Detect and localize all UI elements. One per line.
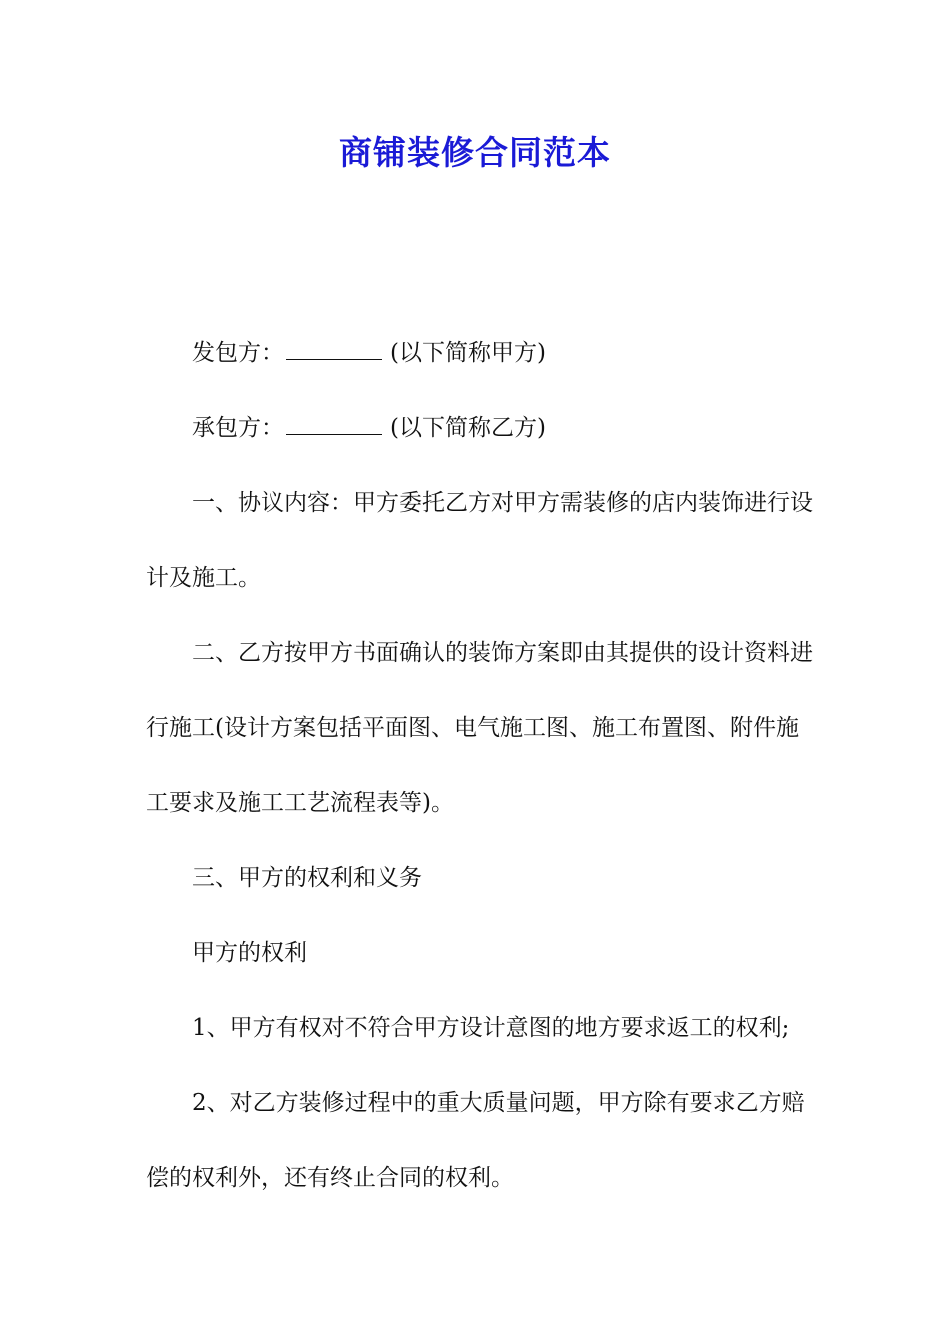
party-b-note: (以下简称乙方) <box>390 415 546 441</box>
clause-2-paragraph: 二、乙方按甲方书面确认的装饰方案即由其提供的设计资料进行施工(设计方案包括平面图、电气施工图、施工布置图、附件施工要求及施工工艺流程表等)。 <box>146 640 813 816</box>
clause-1-paragraph: 一、协议内容：甲方委托乙方对甲方需装修的店内装饰进行设计及施工。 <box>146 490 813 591</box>
document-body <box>146 335 814 1235</box>
clause-3-heading: 三、甲方的权利和义务 <box>192 865 422 891</box>
party-b-line <box>146 410 814 447</box>
party-a-rights-heading: 甲方的权利 <box>192 940 307 966</box>
rights-item-1: 1、甲方有权对不符合甲方设计意图的地方要求返工的权利; <box>192 1015 790 1041</box>
party-a-line <box>146 335 814 372</box>
party-b-label: 承包方： <box>192 415 284 441</box>
party-b-blank <box>286 416 382 435</box>
party-a-note: (以下简称甲方) <box>390 340 546 366</box>
party-a-label: 发包方： <box>192 340 284 366</box>
rights-item-2: 2、对乙方装修过程中的重大质量问题，甲方除有要求乙方赔偿的权利外，还有终止合同的权利。 <box>146 1090 805 1191</box>
document-title: 商铺装修合同范本 <box>339 133 611 172</box>
party-a-blank <box>286 341 382 360</box>
